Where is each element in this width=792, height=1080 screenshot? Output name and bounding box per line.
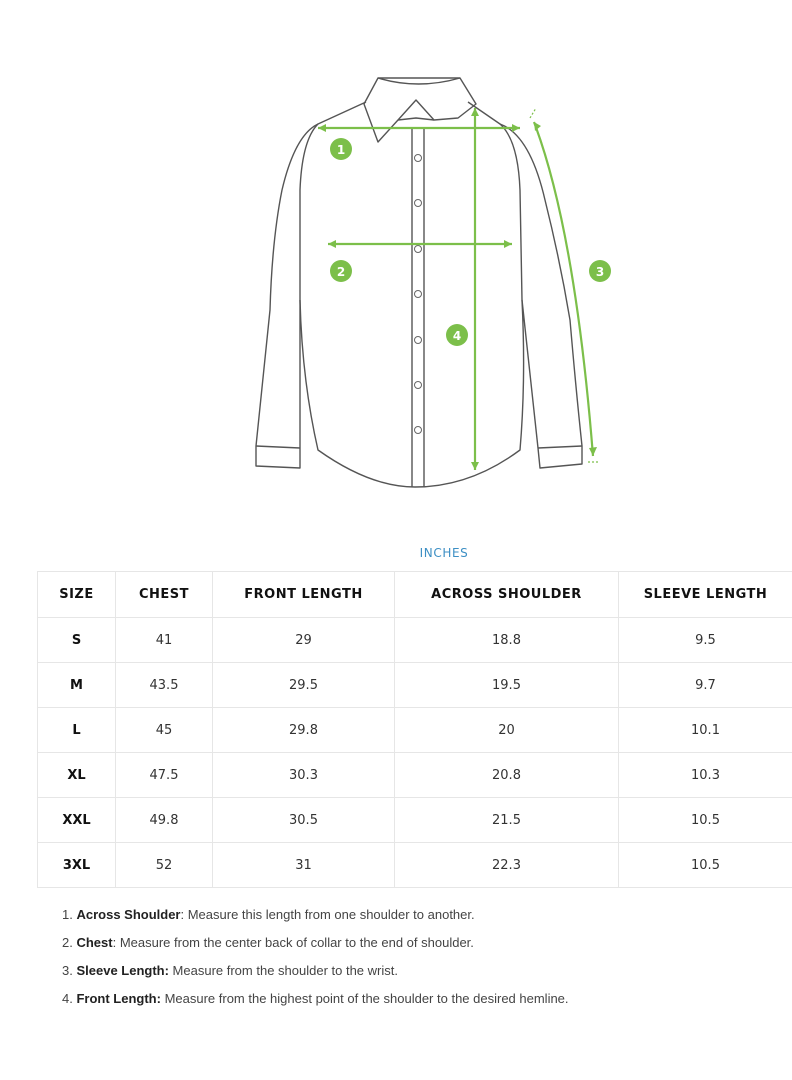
sleeve-length-cell: 9.5: [619, 618, 792, 663]
across-shoulder-cell: 20.8: [395, 753, 619, 798]
size-chart-table: [37, 571, 792, 888]
size-cell: L: [38, 708, 116, 753]
front-length-cell: 30.3: [213, 753, 395, 798]
note-number: 4.: [62, 991, 73, 1006]
marker-3-label: 3: [595, 265, 605, 279]
across-shoulder-cell: 20: [395, 708, 619, 753]
size-cell: M: [38, 663, 116, 708]
front-length-cell: 29: [213, 618, 395, 663]
chest-cell: 45: [116, 708, 213, 753]
table-row: [38, 708, 792, 753]
note-text: Measure from the highest point of the shoulder to the desired hemline.: [160, 991, 569, 1006]
sleeve-length-line: [534, 122, 593, 456]
arrowhead: [512, 124, 520, 132]
size-cell: S: [38, 618, 116, 663]
arrowhead: [504, 240, 512, 248]
front-length-cell: 29.8: [213, 708, 395, 753]
chest-cell: 41: [116, 618, 213, 663]
marker-1-label: 1: [336, 143, 346, 157]
table-row: [38, 753, 792, 798]
header-chest: CHEST: [116, 572, 213, 618]
arrowhead: [318, 124, 326, 132]
marker-3: [589, 260, 611, 282]
note-number: 1.: [62, 907, 73, 922]
sleeve-length-cell: 10.3: [619, 753, 792, 798]
chest-cell: 47.5: [116, 753, 213, 798]
note-number: 2.: [62, 935, 73, 950]
table-row: [38, 663, 792, 708]
chest-cell: 52: [116, 843, 213, 888]
shirt-measurement-diagram: [0, 0, 792, 520]
size-cell: 3XL: [38, 843, 116, 888]
note-item: [62, 961, 762, 989]
note-item: [62, 905, 762, 933]
header-front-length: FRONT LENGTH: [213, 572, 395, 618]
size-cell: XL: [38, 753, 116, 798]
header-size: SIZE: [38, 572, 116, 618]
front-length-cell: 30.5: [213, 798, 395, 843]
note-text: : Measure from the center back of collar to the end of shoulder.: [112, 935, 474, 950]
units-caption: INCHES: [419, 546, 469, 560]
table-row: [38, 618, 792, 663]
measurement-notes: [62, 905, 762, 1017]
table-row: [38, 843, 792, 888]
sleeve-length-cell: 10.5: [619, 843, 792, 888]
shirt-buttons: [415, 155, 422, 434]
marker-2-label: 2: [336, 265, 346, 279]
note-term: Sleeve Length:: [76, 963, 169, 978]
marker-2: [330, 260, 352, 282]
arrowhead: [471, 462, 479, 470]
shirt-illustration: [0, 0, 792, 520]
marker-4-label: 4: [452, 329, 462, 343]
across-shoulder-cell: 22.3: [395, 843, 619, 888]
front-length-cell: 31: [213, 843, 395, 888]
sleeve-length-cell: 10.1: [619, 708, 792, 753]
note-term: Chest: [76, 935, 113, 950]
across-shoulder-cell: 18.8: [395, 618, 619, 663]
arrowhead: [328, 240, 336, 248]
arrowhead: [589, 447, 597, 456]
size-cell: XXL: [38, 798, 116, 843]
front-length-cell: 29.5: [213, 663, 395, 708]
chest-cell: 49.8: [116, 798, 213, 843]
shirt-outline: [256, 78, 582, 487]
marker-4: [446, 324, 468, 346]
note-term: Front Length:: [76, 991, 161, 1006]
header-across-shoulder: ACROSS SHOULDER: [395, 572, 619, 618]
chest-cell: 43.5: [116, 663, 213, 708]
measurement-arrowheads: [318, 108, 597, 470]
table-header-row: [38, 572, 792, 618]
note-item: [62, 989, 762, 1017]
note-number: 3.: [62, 963, 73, 978]
note-term: Across Shoulder: [76, 907, 181, 922]
note-text: : Measure this length from one shoulder to another.: [180, 907, 475, 922]
marker-1: [330, 138, 352, 160]
header-sleeve-length: SLEEVE LENGTH: [619, 572, 792, 618]
note-item: [62, 933, 762, 961]
note-text: Measure from the shoulder to the wrist.: [168, 963, 398, 978]
sleeve-length-cell: 10.5: [619, 798, 792, 843]
measurement-lines: [318, 108, 593, 470]
across-shoulder-cell: 21.5: [395, 798, 619, 843]
sleeve-length-cell: 9.7: [619, 663, 792, 708]
across-shoulder-cell: 19.5: [395, 663, 619, 708]
table-row: [38, 798, 792, 843]
